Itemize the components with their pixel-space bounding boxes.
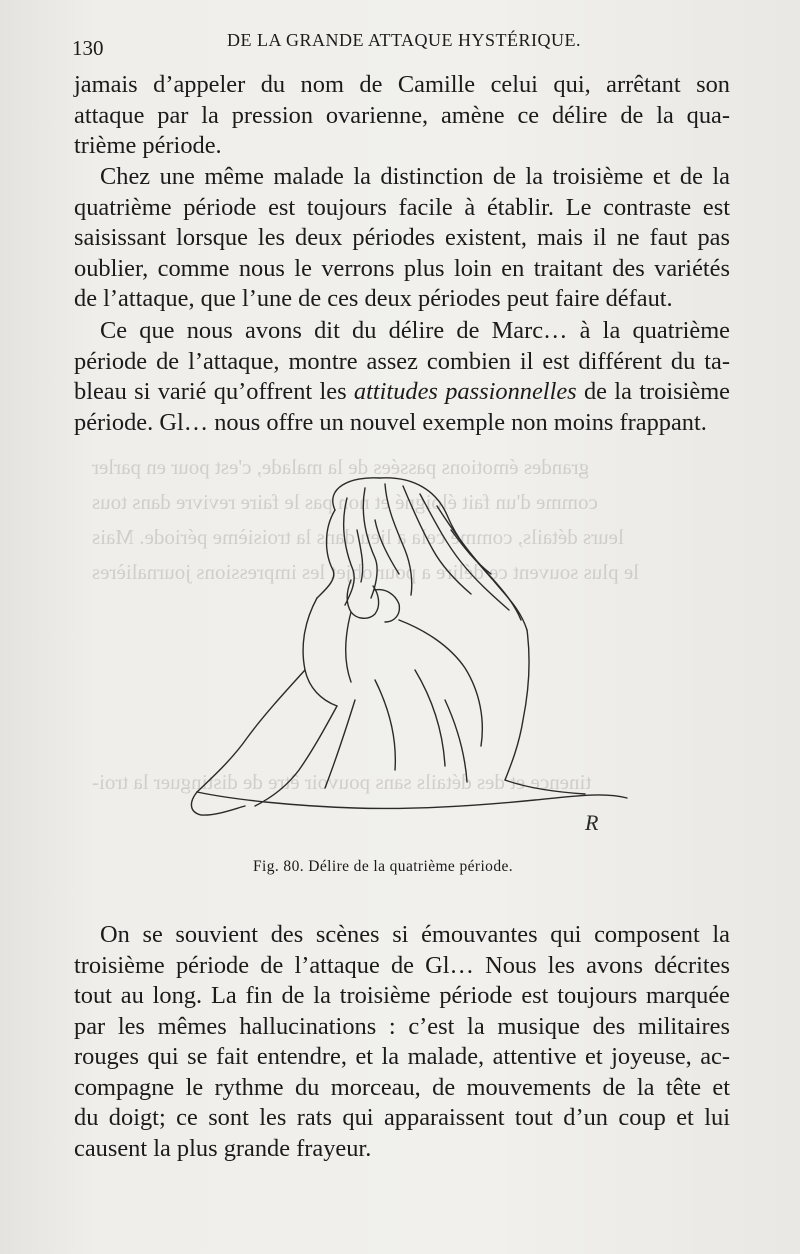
hand-outline (347, 580, 378, 618)
show-through-text: tinence et des détails sans pouvoir être de distinguer la troi- (92, 770, 592, 794)
dress-fold (445, 700, 467, 782)
hair-strand (317, 510, 335, 598)
show-through-text: comme d'un fait éloigné et non pas le faire revivre dans tous (92, 490, 598, 514)
text-line: oublier, comme nous le verrons plus loin en traitant des variétés (74, 254, 730, 282)
text-line: période de l’attaque, montre assez combien il est différent du ta- (74, 347, 730, 375)
text-line: quatrième période est toujours facile à établir. Le contraste est (74, 193, 730, 221)
page-header (72, 24, 732, 58)
text-line: compagne le rythme du morceau, de mouvements de la tête et (74, 1073, 730, 1101)
show-through-text: leurs détails, comme cela a lieu dans la troisième période. Mais (92, 525, 624, 549)
text-line: jamais d’appeler du nom de Camille celui qui, arrêtant son (74, 71, 730, 98)
text-line: On se souvient des scènes si émouvantes qui composent la (100, 921, 730, 948)
back-outline (505, 630, 529, 780)
hair-strand (344, 498, 355, 605)
text-line: troisième période de l’attaque de Gl… Nous les avons décrites (74, 951, 730, 979)
italic-phrase: attitudes passionnelles (353, 378, 577, 405)
dress-fold (325, 700, 355, 788)
paragraph-1 (74, 70, 730, 162)
text-line: trième période. (74, 132, 222, 159)
hair-strand (357, 530, 363, 582)
show-through-text: le plus souvent ce délire a pour objet les impressions journalières (92, 560, 640, 584)
text-line: saisissant lorsque les deux périodes existent, mais il ne faut pas (74, 224, 730, 251)
text-line: rouges qui se fait entendre, et la malade, attentive et joyeuse, ac- (74, 1043, 730, 1070)
text-run: bleau si varié qu’offrent les (74, 378, 354, 405)
artist-signature: R (585, 810, 599, 835)
hair-strand (385, 484, 412, 595)
paragraph-2 (74, 162, 730, 315)
dress-outline (197, 670, 305, 792)
running-head: DE LA GRANDE ATTAQUE HYSTÉRIQUE. (227, 30, 582, 50)
dress-fold (375, 680, 395, 770)
paragraph-4 (74, 920, 730, 1164)
paragraph-3 (74, 316, 730, 438)
text-line (74, 377, 730, 408)
arm-outline (303, 598, 337, 706)
text-line: par les mêmes hallucinations : c’est la musique des militaires (74, 1012, 730, 1040)
show-through-text: grandes émotions passées de la malade, c'est pour en parler (92, 455, 590, 479)
text-line: Chez une même malade la distinction de la troisième et de la (100, 163, 730, 190)
hair-strand (363, 488, 377, 598)
text-line: de l’attaque, que l’une de ces deux périodes peut faire défaut. (74, 285, 673, 312)
arm-outline (346, 612, 351, 682)
figure-caption: Fig. 80. Délire de la quatrième période. (253, 858, 514, 875)
figure-illustration (175, 470, 645, 850)
text-line: du doigt; ce sont les rats qui apparaissent tout d’un coup et lui (74, 1104, 730, 1131)
text-line: tout au long. La fin de la troisième période est toujours marquée (74, 982, 730, 1009)
text-line: Ce que nous avons dit du délire de Marc… à la quatrième (100, 317, 730, 344)
text-line: attaque par la pression ovarienne, amène ce délire de la qua- (74, 101, 730, 129)
dress-fold (415, 670, 445, 766)
text-line: période. Gl… nous offre un nouvel exemple non moins frappant. (74, 408, 707, 436)
page-number: 130 (72, 36, 104, 60)
body-outline (399, 620, 482, 746)
text-run: de la troisième (576, 378, 730, 405)
text-line: causent la plus grande frayeur. (74, 1134, 372, 1162)
dress-outline (255, 706, 337, 806)
ground-stroke (505, 780, 585, 794)
hem-line (197, 792, 627, 809)
